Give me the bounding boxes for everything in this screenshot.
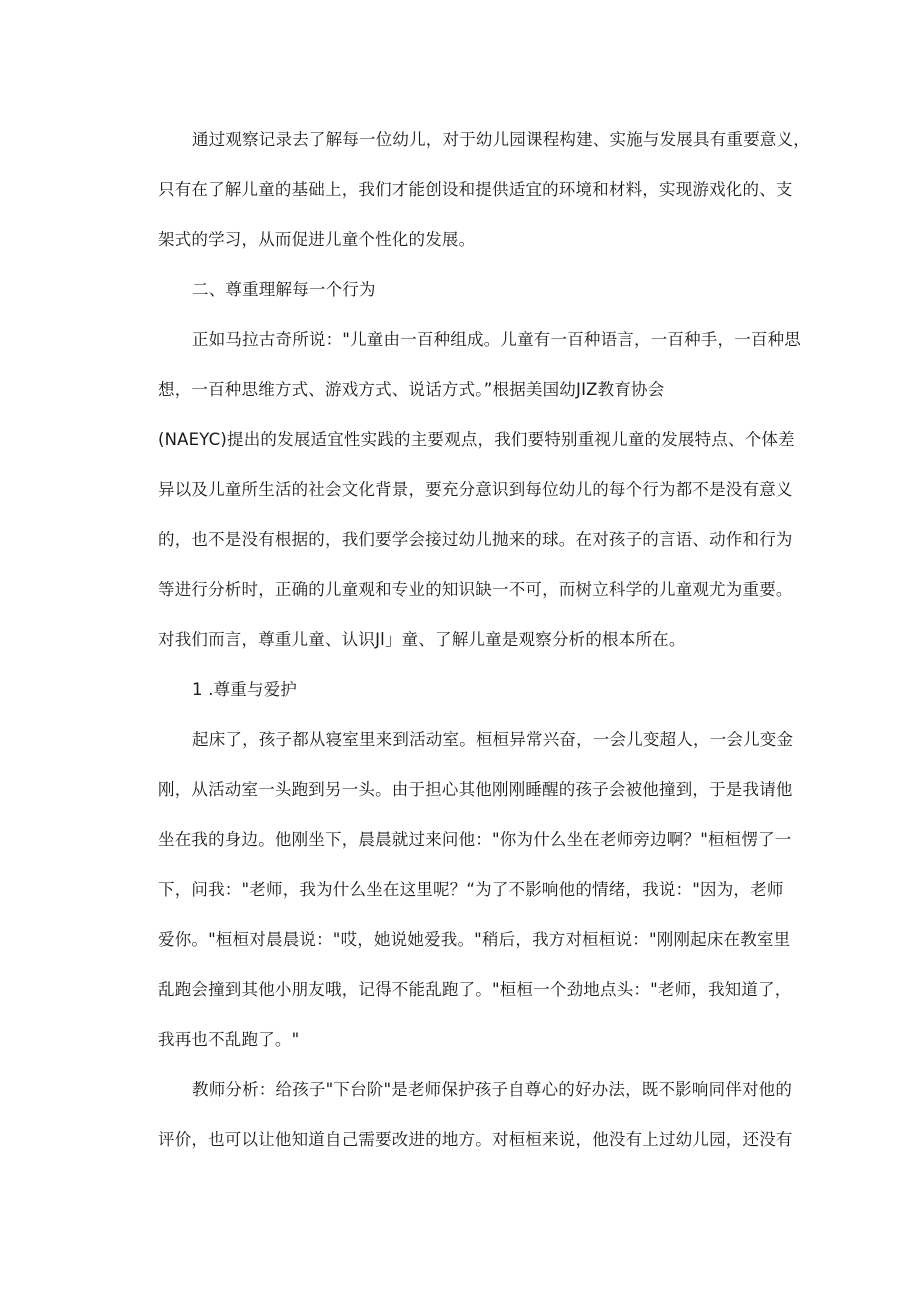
text-line: 起床了，孩子都从寝室里来到活动室。桓桓异常兴奋，一会儿变超人，一会儿变金: [192, 730, 794, 749]
text-line: 下，问我："老师，我为什么坐在这里呢？“为了不影响他的情绪，我说："因为，老师: [158, 880, 784, 899]
text-line: 的，也不是没有根据的，我们要学会接过幼儿抛来的球。在对孩子的言语、动作和行为: [158, 530, 793, 549]
text-line: 等进行分析时，正确的儿童观和专业的知识缺一不可，而树立科学的儿童观尤为重要。: [158, 580, 793, 599]
text-line: 只有在了解儿童的基础上，我们才能创设和提供适宜的环境和材料，实现游戏化的、支: [158, 180, 793, 199]
text-line: 我再也不乱跑了。": [158, 1030, 300, 1049]
text-line: 对我们而言，尊重儿童、认识Jl」童、了解儿童是观察分析的根本所在。: [158, 630, 686, 649]
subsection-heading: 1 .尊重与爱护: [192, 680, 298, 699]
text-line: 教师分析：给孩子"下台阶"是老师保护孩子自尊心的好办法，既不影响同伴对他的: [192, 1080, 793, 1099]
section-heading: 二、尊重理解每一个行为: [192, 280, 376, 299]
text-line: 坐在我的身边。他刚坐下，晨晨就过来问他："你为什么坐在老师旁边啊？"桓桓愣了一: [158, 830, 792, 849]
text-line: 通过观察记录去了解每一位幼儿，对于幼儿园课程构建、实施与发展具有重要意义，: [192, 130, 810, 149]
text-line: 爱你。"桓桓对晨晨说："哎，她说她爱我。"稍后，我方对桓桓说："刚刚起床在教室里: [158, 930, 791, 949]
text-line: (NAEYC)提出的发展适宜性实践的主要观点，我们要特别重视儿童的发展特点、个体差: [158, 430, 795, 449]
text-line: 架式的学习，从而促进儿童个性化的发展。: [158, 230, 476, 249]
text-line: 乱跑会撞到其他小朋友哦，记得不能乱跑了。"桓桓一个劲地点头："老师，我知道了，: [158, 980, 792, 999]
text-line: 异以及儿童所生活的社会文化背景，要充分意识到每位幼儿的每个行为都不是没有意义: [158, 480, 793, 499]
text-line: 正如马拉古奇所说："儿童由一百种组成。儿童有一百种语言，一百种手，一百种思: [192, 330, 801, 349]
text-line: 想，一百种思维方式、游戏方式、说话方式。”根据美国幼JIZ教育协会: [158, 380, 665, 399]
text-line: 刚，从活动室一头跑到另一头。由于担心其他刚刚睡醒的孩子会被他撞到，于是我请他: [158, 780, 793, 799]
text-line: 评价，也可以让他知道自己需要改进的地方。对桓桓来说，他没有上过幼儿园，还没有: [158, 1130, 793, 1149]
